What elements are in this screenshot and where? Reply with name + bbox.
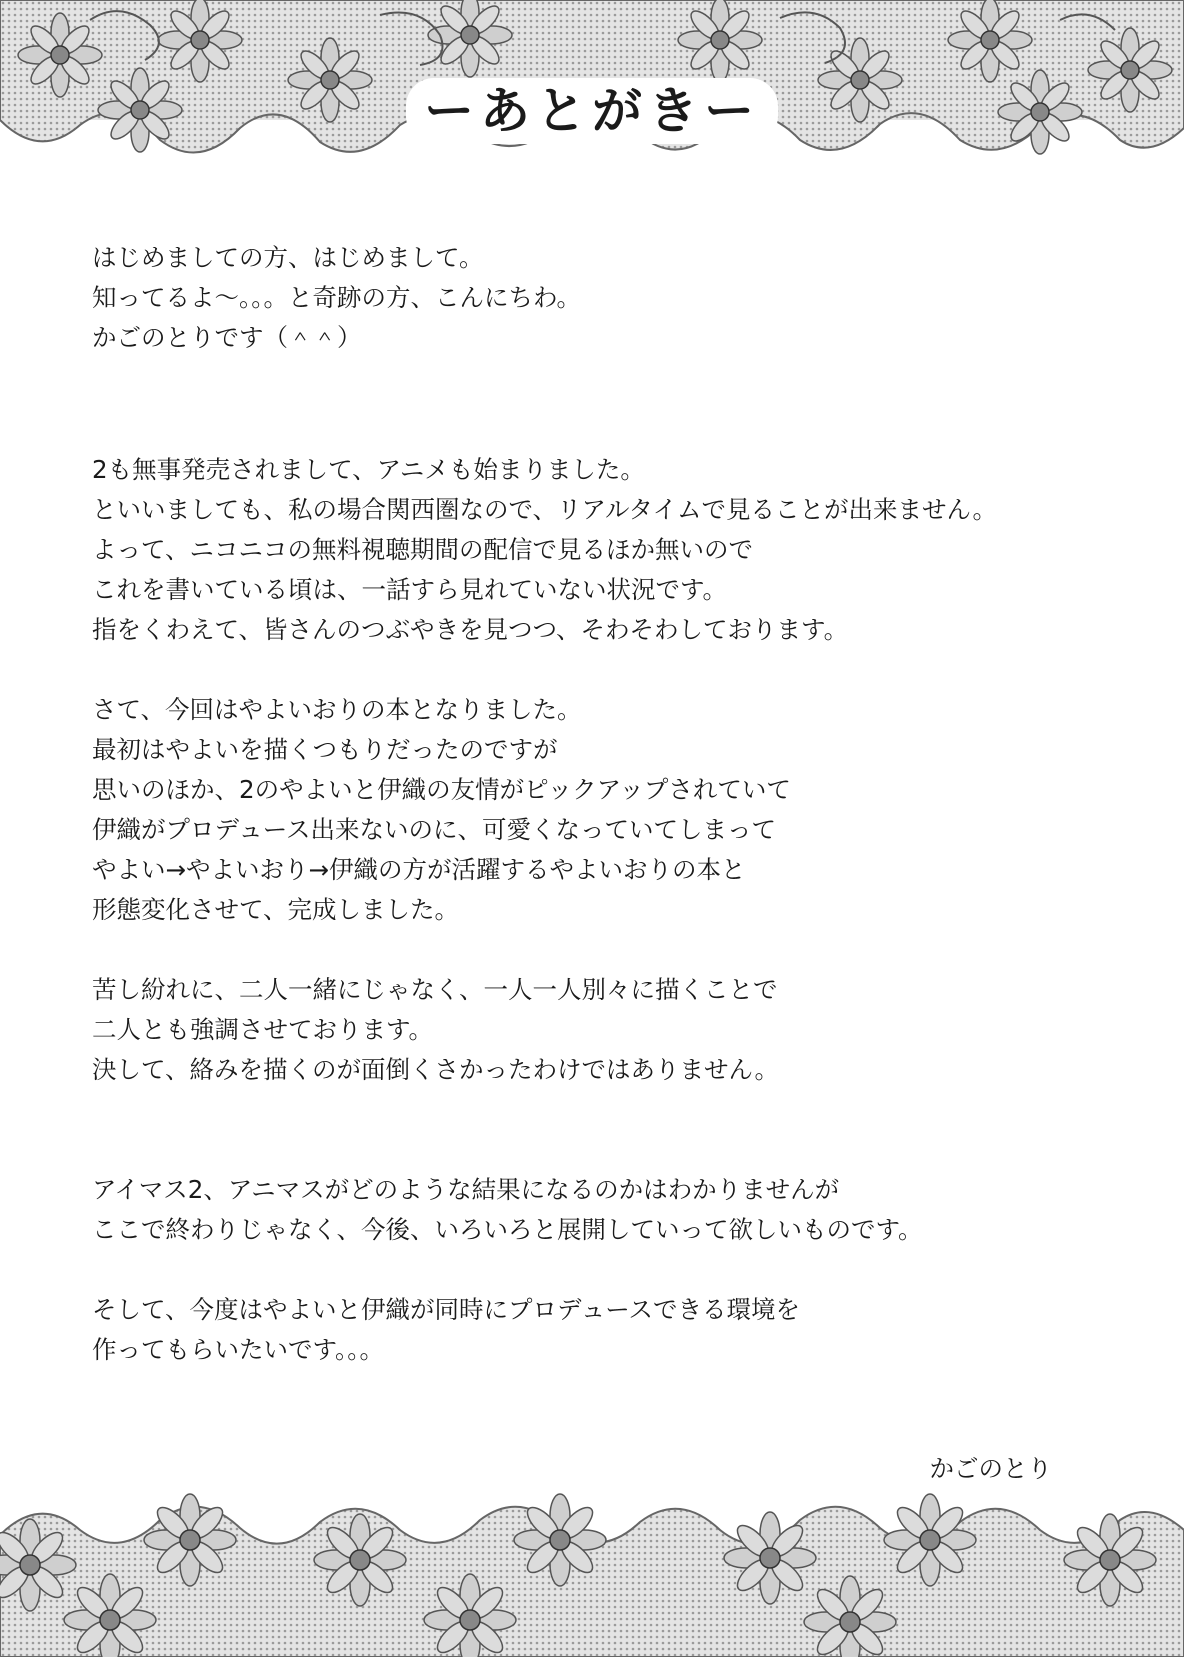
text-line: 最初はやよいを描くつもりだったのですが xyxy=(92,735,558,764)
text-line: 知ってるよ〜。。。と奇跡の方、こんにちわ。 xyxy=(92,283,582,312)
text-line: ここで終わりじゃなく、今後、いろいろと展開していって欲しいものです。 xyxy=(92,1215,923,1244)
text-line: 伊織がプロデュース出来ないのに、可愛くなっていてしまって xyxy=(92,815,777,844)
text-line: 二人とも強調させております。 xyxy=(92,1015,434,1044)
paragraph-drawing xyxy=(92,970,1102,1090)
text-line: 2も無事発売されまして、アニメも始まりました。 xyxy=(92,455,645,484)
text-line: よって、ニコニコの無料視聴期間の配信で見るほか無いので xyxy=(92,535,754,564)
paragraph-anime xyxy=(92,450,1102,650)
text-line: 形態変化させて、完成しました。 xyxy=(92,895,460,924)
page-title: ーあとがきー xyxy=(406,78,778,144)
text-line: 指をくわえて、皆さんのつぶやきを見つつ、そわそわしております。 xyxy=(92,615,849,644)
text-line: 思いのほか、2のやよいと伊織の友情がピックアップされていて xyxy=(92,775,791,804)
paragraph-wish xyxy=(92,1290,1102,1370)
text-line: はじめましての方、はじめまして。 xyxy=(92,243,484,272)
text-line: 決して、絡みを描くのが面倒くさかったわけではありません。 xyxy=(92,1055,779,1084)
afterword-body xyxy=(92,238,1102,1370)
author-signature: かごのとり xyxy=(929,1454,1052,1483)
text-line: そして、今度はやよいと伊織が同時にプロデュースできる環境を xyxy=(92,1295,801,1324)
text-line: さて、今回はやよいおりの本となりました。 xyxy=(92,695,582,724)
text-line: やよい→やよいおり→伊織の方が活躍するやよいおりの本と xyxy=(92,855,746,884)
text-line: アイマス2、アニマスがどのような結果になるのかはわかりませんが xyxy=(92,1175,840,1204)
text-line: これを書いている頃は、一話すら見れていない状況です。 xyxy=(92,575,728,604)
paragraph-book xyxy=(92,690,1102,930)
paragraph-future xyxy=(92,1170,1102,1250)
text-line: といいましても、私の場合関西圏なので、リアルタイムで見ることが出来ません。 xyxy=(92,495,998,524)
text-line: 作ってもらいたいです。。。 xyxy=(92,1335,385,1364)
text-line: 苦し紛れに、二人一緒にじゃなく、一人一人別々に描くことで xyxy=(92,975,778,1004)
paragraph-greeting xyxy=(92,238,1102,358)
lace-border-bottom-icon xyxy=(0,1490,1184,1657)
text-line: かごのとりです（＾＾） xyxy=(92,323,362,352)
title-container xyxy=(0,78,1184,144)
